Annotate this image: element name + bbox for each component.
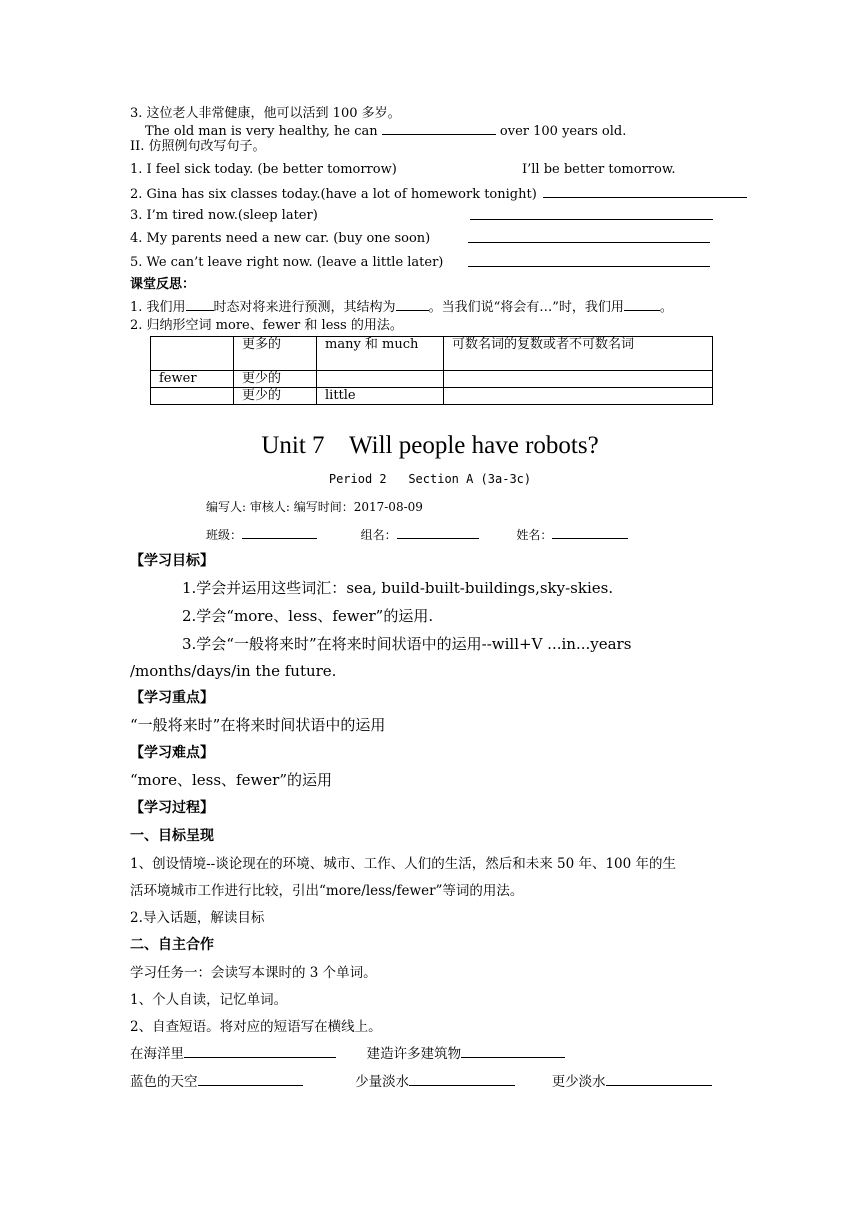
reflection-q2: 2. 归纳形空词 more、fewer 和 less 的用法。 xyxy=(130,318,403,333)
item3-english xyxy=(145,123,626,140)
phrase-row-1 xyxy=(130,1046,565,1062)
objectives-heading: 【学习目标】 xyxy=(130,553,214,569)
table-cell: fewer xyxy=(151,371,234,388)
table-cell: 更少的 xyxy=(234,388,317,405)
period-subtitle: Period 2 Section A (3a-3c) xyxy=(328,472,532,486)
key-points-heading: 【学习重点】 xyxy=(130,690,214,706)
rewrite-4-question: 4. My parents need a new car. (buy one soon) xyxy=(130,231,431,246)
item3-english-end: over 100 years old. xyxy=(499,124,627,139)
unit-title: Unit 7 Will people have robots? xyxy=(261,432,599,459)
table-cell: many 和 much xyxy=(317,337,444,371)
paragraph: 1、创设情境--谈论现在的环境、城市、工作、人们的生活，然后和未来 50 年、100 年的生 xyxy=(130,856,677,872)
answer-blank[interactable] xyxy=(624,299,660,311)
reflection-heading: 课堂反思： xyxy=(130,277,196,292)
author-meta: 编写人: 审核人: 编写时间：2017-08-09 xyxy=(206,500,423,514)
phrase-label: 在海洋里 xyxy=(130,1046,184,1062)
objective-item: /months/days/in the future. xyxy=(130,662,337,680)
phrase-label: 建造许多建筑物 xyxy=(366,1046,462,1062)
table-cell: 可数名词的复数或者不可数名词 xyxy=(444,337,713,371)
group-label: 组名： xyxy=(360,528,397,542)
objective-item: 3.学会“一般将来时”在将来时间状语中的运用--will+V ...in...years xyxy=(182,635,632,653)
difficulties-heading: 【学习难点】 xyxy=(130,745,214,761)
class-label: 班级： xyxy=(206,528,243,542)
student-info xyxy=(206,527,628,543)
paragraph: 活环境城市工作进行比较，引出“more/less/fewer”等词的用法。 xyxy=(130,883,524,899)
answer-blank[interactable] xyxy=(198,1074,303,1086)
phrase-row-2 xyxy=(130,1074,712,1090)
objective-item: 2.学会“more、less、fewer”的运用. xyxy=(182,607,434,625)
objective-item: 1.学会并运用这些词汇：sea, build-built-buildings,sky-skies. xyxy=(182,579,614,597)
reflection-q1-part: 时态对将来进行预测，其结构为 xyxy=(213,300,396,315)
answer-blank[interactable] xyxy=(461,1046,565,1058)
class-field[interactable] xyxy=(242,527,317,539)
usage-table xyxy=(150,336,713,405)
paragraph: 2.导入话题，解读目标 xyxy=(130,910,265,926)
process-heading: 【学习过程】 xyxy=(130,800,214,816)
table-cell xyxy=(151,337,234,371)
answer-blank[interactable] xyxy=(543,186,747,198)
rewrite-2-question xyxy=(130,186,747,203)
item3-chinese: 3. 这位老人非常健康，他可以活到 100 多岁。 xyxy=(130,106,401,121)
name-label: 姓名： xyxy=(516,528,553,542)
group-field[interactable] xyxy=(397,527,479,539)
rewrite-1-example: I’ll be better tomorrow. xyxy=(522,162,676,177)
table-cell[interactable] xyxy=(151,388,234,405)
answer-blank[interactable] xyxy=(468,255,710,267)
table-row xyxy=(151,337,713,371)
answer-blank[interactable] xyxy=(396,299,429,311)
table-cell: 更多的 xyxy=(234,337,317,371)
table-row xyxy=(151,371,713,388)
answer-blank[interactable] xyxy=(470,208,713,220)
table-cell[interactable] xyxy=(317,371,444,388)
task-1-step-1: 1、个人自读，记忆单词。 xyxy=(130,992,288,1008)
section-1-heading: 一、目标呈现 xyxy=(130,828,214,844)
phrase-label: 少量淡水 xyxy=(355,1074,410,1090)
answer-blank[interactable] xyxy=(382,123,496,135)
task-1-step-2: 2、自查短语。将对应的短语写在横线上。 xyxy=(130,1019,382,1035)
answer-blank[interactable] xyxy=(186,299,214,311)
rewrite-2-text: 2. Gina has six classes today.(have a lot of homework tonight) xyxy=(130,187,537,202)
reflection-q1-part: 。当我们说“将会有…”时，我们用 xyxy=(428,300,624,315)
key-points-text: “一般将来时”在将来时间状语中的运用 xyxy=(130,716,386,734)
phrase-label: 蓝色的天空 xyxy=(130,1074,198,1090)
answer-blank[interactable] xyxy=(606,1074,712,1086)
section-ii-heading: II. 仿照例句改写句子。 xyxy=(130,139,266,154)
table-cell[interactable] xyxy=(444,388,713,405)
reflection-q1-part: 1. 我们用 xyxy=(130,300,186,315)
answer-blank[interactable] xyxy=(184,1046,336,1058)
item3-english-start: The old man is very healthy, he can xyxy=(145,124,378,139)
rewrite-5-question: 5. We can’t leave right now. (leave a little later) xyxy=(130,255,444,270)
table-cell[interactable] xyxy=(444,371,713,388)
table-cell: 更少的 xyxy=(234,371,317,388)
reflection-q1-part: 。 xyxy=(659,300,673,315)
table-row xyxy=(151,388,713,405)
answer-blank[interactable] xyxy=(409,1074,515,1086)
name-field[interactable] xyxy=(552,527,628,539)
reflection-q1 xyxy=(130,299,673,316)
task-1: 学习任务一：会读写本课时的 3 个单词。 xyxy=(130,965,377,981)
answer-blank[interactable] xyxy=(468,231,710,243)
rewrite-1-question: 1. I feel sick today. (be better tomorrow) xyxy=(130,162,397,177)
difficulties-text: “more、less、fewer”的运用 xyxy=(130,771,333,789)
section-2-heading: 二、自主合作 xyxy=(130,937,214,953)
phrase-label: 更少淡水 xyxy=(551,1074,606,1090)
rewrite-3-question: 3. I’m tired now.(sleep later) xyxy=(130,208,318,223)
table-cell: little xyxy=(317,388,444,405)
